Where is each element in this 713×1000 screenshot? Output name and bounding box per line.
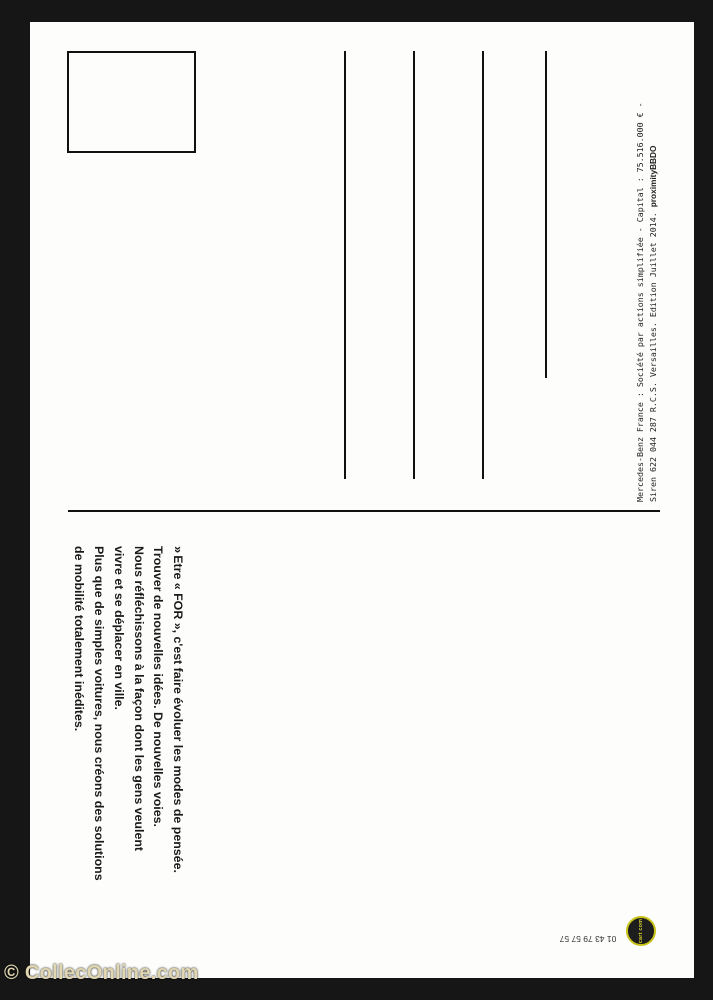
legal-notice <box>634 42 660 502</box>
agency-name: proximityBBDO <box>648 145 658 208</box>
message-line: vivre et se déplacer en ville. <box>111 546 126 710</box>
stamp-box <box>67 51 196 153</box>
watermark: © CollecOnline.com <box>4 962 199 984</box>
address-line <box>413 51 415 479</box>
address-line <box>545 51 547 378</box>
legal-line-2 <box>647 42 660 502</box>
logo-text: cart com <box>638 918 644 944</box>
legal-line-2-text: Siren 622 044 287 R.C.S. Versailles. Edition Juillet 2014. <box>648 212 658 502</box>
message-line-text: Etre « FOR », c'est faire évoluer les modes de pensée. <box>171 555 185 873</box>
double-chevron-icon: » <box>171 546 186 554</box>
cart-com-logo <box>626 916 656 946</box>
message-line: Nous réfléchissons à la façon dont les gens veulent <box>131 546 146 852</box>
message-line: Plus que de simples voitures, nous créons des solutions <box>92 546 107 881</box>
legal-line-1: Mercedes-Benz France : Société par actions simplifiée - Capital : 75.516.000 € - <box>635 102 645 502</box>
address-line <box>344 51 346 479</box>
phone-number: 01 43 79 57 57 <box>559 934 617 944</box>
postcard-back <box>30 22 694 978</box>
message-line <box>167 546 188 976</box>
message-line: Trouver de nouvelles idées. De nouvelles voies. <box>151 546 166 827</box>
message-line: de mobilité totalement inédites. <box>72 546 87 732</box>
message-block <box>69 546 188 976</box>
divider-line <box>68 510 660 512</box>
address-line <box>482 51 484 479</box>
